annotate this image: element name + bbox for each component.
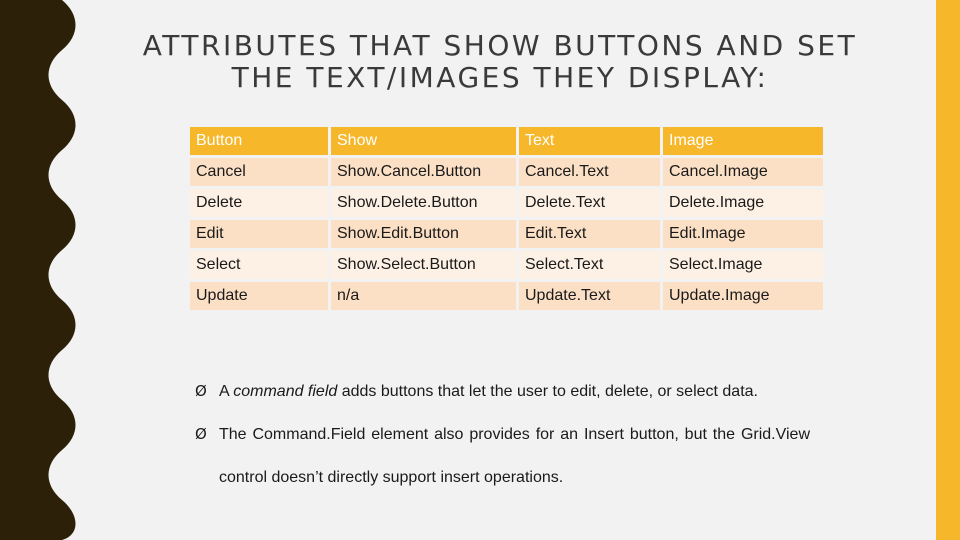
table-cell: Delete.Image [663, 189, 823, 217]
arrow-bullet-icon: Ø [195, 425, 207, 443]
bullet-text-post: adds buttons that let the user to edit, delete, or select data. [337, 383, 758, 400]
table-cell: Cancel [190, 158, 328, 186]
table-row [190, 282, 823, 310]
bullet-text-pre: A [219, 383, 234, 400]
table-row [190, 251, 823, 279]
table-row [190, 158, 823, 186]
table-cell: Update.Image [663, 282, 823, 310]
table-cell: Select.Text [519, 251, 660, 279]
slide-title-line-2: THE TEXT/IMAGES THEY DISPLAY: [231, 61, 769, 94]
header-text: Text [519, 127, 660, 155]
slide-title-line-1: ATTRIBUTES THAT SHOW BUTTONS AND SET [142, 29, 858, 62]
table-cell: Update [190, 282, 328, 310]
bullet-emphasis: command field [233, 383, 338, 400]
table-cell: Show.Edit.Button [331, 220, 516, 248]
bullet-item-command-field [195, 370, 810, 413]
slide-title [110, 30, 890, 94]
table-row [190, 220, 823, 248]
header-show: Show [331, 127, 516, 155]
bullet-item-insert-note [195, 413, 810, 499]
table-cell: Edit [190, 220, 328, 248]
table-cell: Show.Delete.Button [331, 189, 516, 217]
accent-right-band [936, 0, 960, 540]
table-cell: Delete.Text [519, 189, 660, 217]
table-cell: Select [190, 251, 328, 279]
table-cell: Update.Text [519, 282, 660, 310]
table-cell: Show.Select.Button [331, 251, 516, 279]
attributes-table [187, 124, 826, 313]
table-cell: Delete [190, 189, 328, 217]
header-button: Button [190, 127, 328, 155]
table-cell: Select.Image [663, 251, 823, 279]
table-cell: Cancel.Text [519, 158, 660, 186]
table-header-row [190, 127, 823, 155]
table-cell: Cancel.Image [663, 158, 823, 186]
table-cell: n/a [331, 282, 516, 310]
arrow-bullet-icon: Ø [195, 382, 207, 400]
wavy-left-border [0, 0, 80, 540]
bullet-text: The Command.Field element also provides for an Insert button, but the Grid.View control doesn’t directly support insert operations. [219, 426, 810, 486]
bullet-list [195, 370, 810, 499]
table-cell: Edit.Text [519, 220, 660, 248]
header-image: Image [663, 127, 823, 155]
table-cell: Show.Cancel.Button [331, 158, 516, 186]
table-row [190, 189, 823, 217]
table-cell: Edit.Image [663, 220, 823, 248]
